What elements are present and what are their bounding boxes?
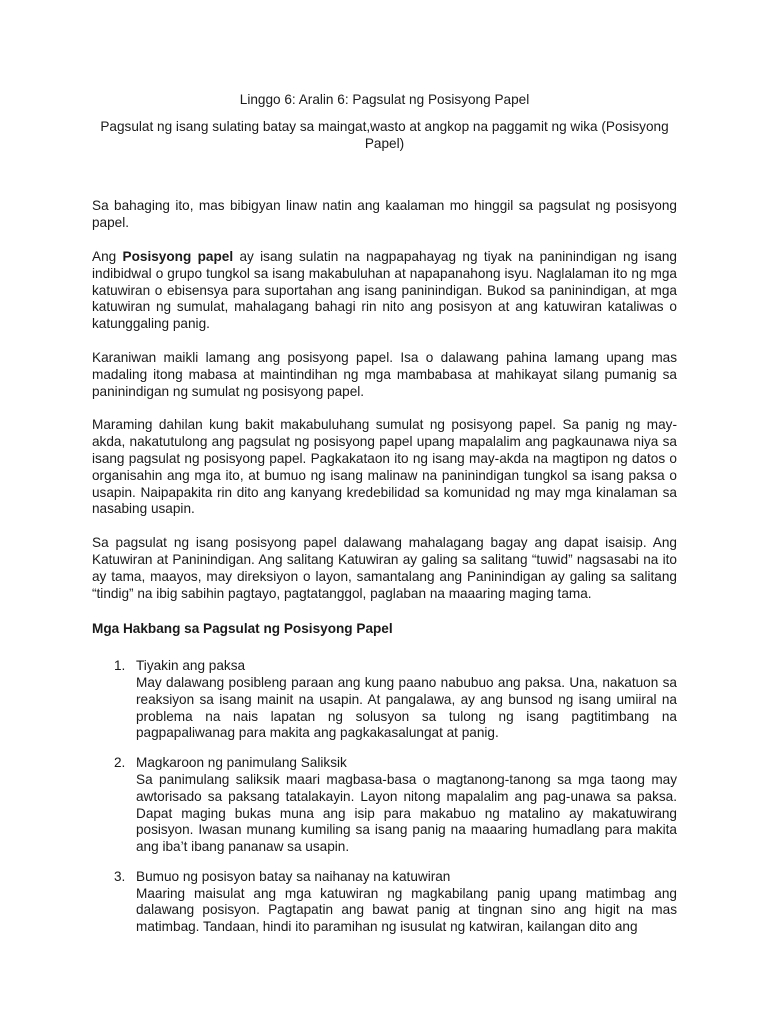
paragraph-definition-term: Posisyong papel <box>122 248 234 264</box>
step-title: Tiyakin ang paksa <box>136 658 246 674</box>
step-number: 2. <box>114 755 126 771</box>
step-title: Magkaroon ng panimulang Saliksik <box>136 755 347 771</box>
paragraph-definition-lead: Ang <box>92 248 123 264</box>
step-number: 3. <box>114 868 126 884</box>
document-title: Linggo 6: Aralin 6: Pagsulat ng Posisyong Papel <box>239 92 530 107</box>
section-heading: Mga Hakbang sa Pagsulat ng Posisyong Papel <box>92 621 393 637</box>
steps-list <box>92 658 677 936</box>
paragraph-katuwiran: Sa pagsulat ng isang posisyong papel dalawang mahalagang bagay ang dapat isaisip. Ang Katuwiran at Paninindigan. Ang salitang Katuwiran ay galing sa salitang “tuwid” nagsasabi na ito ay tama, maayos, may direksiyon o layon, samantalang ang Paninindigan ay galing sa salitang “tindig” na ibig sabihin pagtayo, pagtatanggol, paglaban na maaaring maging tama. <box>92 535 677 601</box>
paragraph-definition <box>92 249 677 333</box>
document-subtitle: Pagsulat ng isang sulating batay sa maingat,wasto at angkop na paggamit ng wika (Posisyong Papel) <box>100 118 669 151</box>
step-body: Maaring maisulat ang mga katuwiran ng magkabilang panig upang matimbag ang dalawang posisyon. Pagtapatin ang bawat panig at tingnan sino ang higit na mas matimbag. Tandaan, hindi ito paramihan ng isusulat ng katwiran, kailangan dito ang <box>136 885 677 935</box>
list-item <box>92 869 677 936</box>
paragraph-intro: Sa bahaging ito, mas bibigyan linaw natin ang kaalaman mo hinggil sa pagsulat ng posisyong papel. <box>92 198 677 231</box>
list-item <box>92 658 677 742</box>
paragraph-reasons: Maraming dahilan kung bakit makabuluhang sumulat ng posisyong papel. Sa panig ng may-akda, nakatutulong ang pagsulat ng posisyong papel upang mapalalim ang pagkaunawa niya sa isang pagsulat ng posisyong papel. Pagkakataon ito ng isang may-akda na magtipon ng datos o organisahin ang mga ito, at bumuo ng isang malinaw na paninindigan tungkol sa isang paksa o usapin. Naipapakita rin dito ang kanyang kredebilidad sa komunidad ng may mga kinalaman sa nasabing usapin. <box>92 417 677 517</box>
step-number: 1. <box>114 658 126 674</box>
step-body: May dalawang posibleng paraan ang kung paano nabubuo ang paksa. Una, nakatuon sa reaksiyon sa isang mainit na usapin. At pangalawa, ay ang bunsod ng isang umiiral na problema na nais lapatan ng solusyon sa tulong ng isang pagtitimbang na pagpapaliwanag para makita ang pagkakasalungat at panig. <box>136 674 677 741</box>
paragraph-definition-rest: ay isang sulatin na nagpapahayag ng tiyak na paninindigan ng isang indibidwal o grupo tungkol sa isang makabuluhan at napapanahong isyu. Naglalaman ito ng mga katuwiran o ebisensya para suportahan ang isang paninindigan. Bukod sa paninindigan, at mga katuwiran ng sumulat, mahalagang bahagi rin nito ang posisyon at ang katuwiran kataliwas o katunggaling panig. <box>92 248 677 332</box>
list-item <box>92 755 677 856</box>
document-page <box>92 92 677 949</box>
step-body: Sa panimulang saliksik maari magbasa-basa o magtanong-tanong sa mga taong may awtorisado sa paksang tatalakayin. Layon nitong mapalalim ang pag-unawa sa paksa. Dapat maging bukas muna ang isip para makabuo ng matalino ay makatuwirang posisyon. Iwasan munang kumiling sa isang panig na maaaring humadlang para makita ang iba’t ibang pananaw sa usapin. <box>136 771 677 855</box>
step-title: Bumuo ng posisyon batay sa naihanay na katuwiran <box>136 868 451 884</box>
paragraph-length: Karaniwan maikli lamang ang posisyong papel. Isa o dalawang pahina lamang upang mas madaling itong mabasa at maintindihan ng mga mambabasa at mahikayat silang pumanig sa paninindigan ng sumulat ng posisyong papel. <box>92 349 677 399</box>
